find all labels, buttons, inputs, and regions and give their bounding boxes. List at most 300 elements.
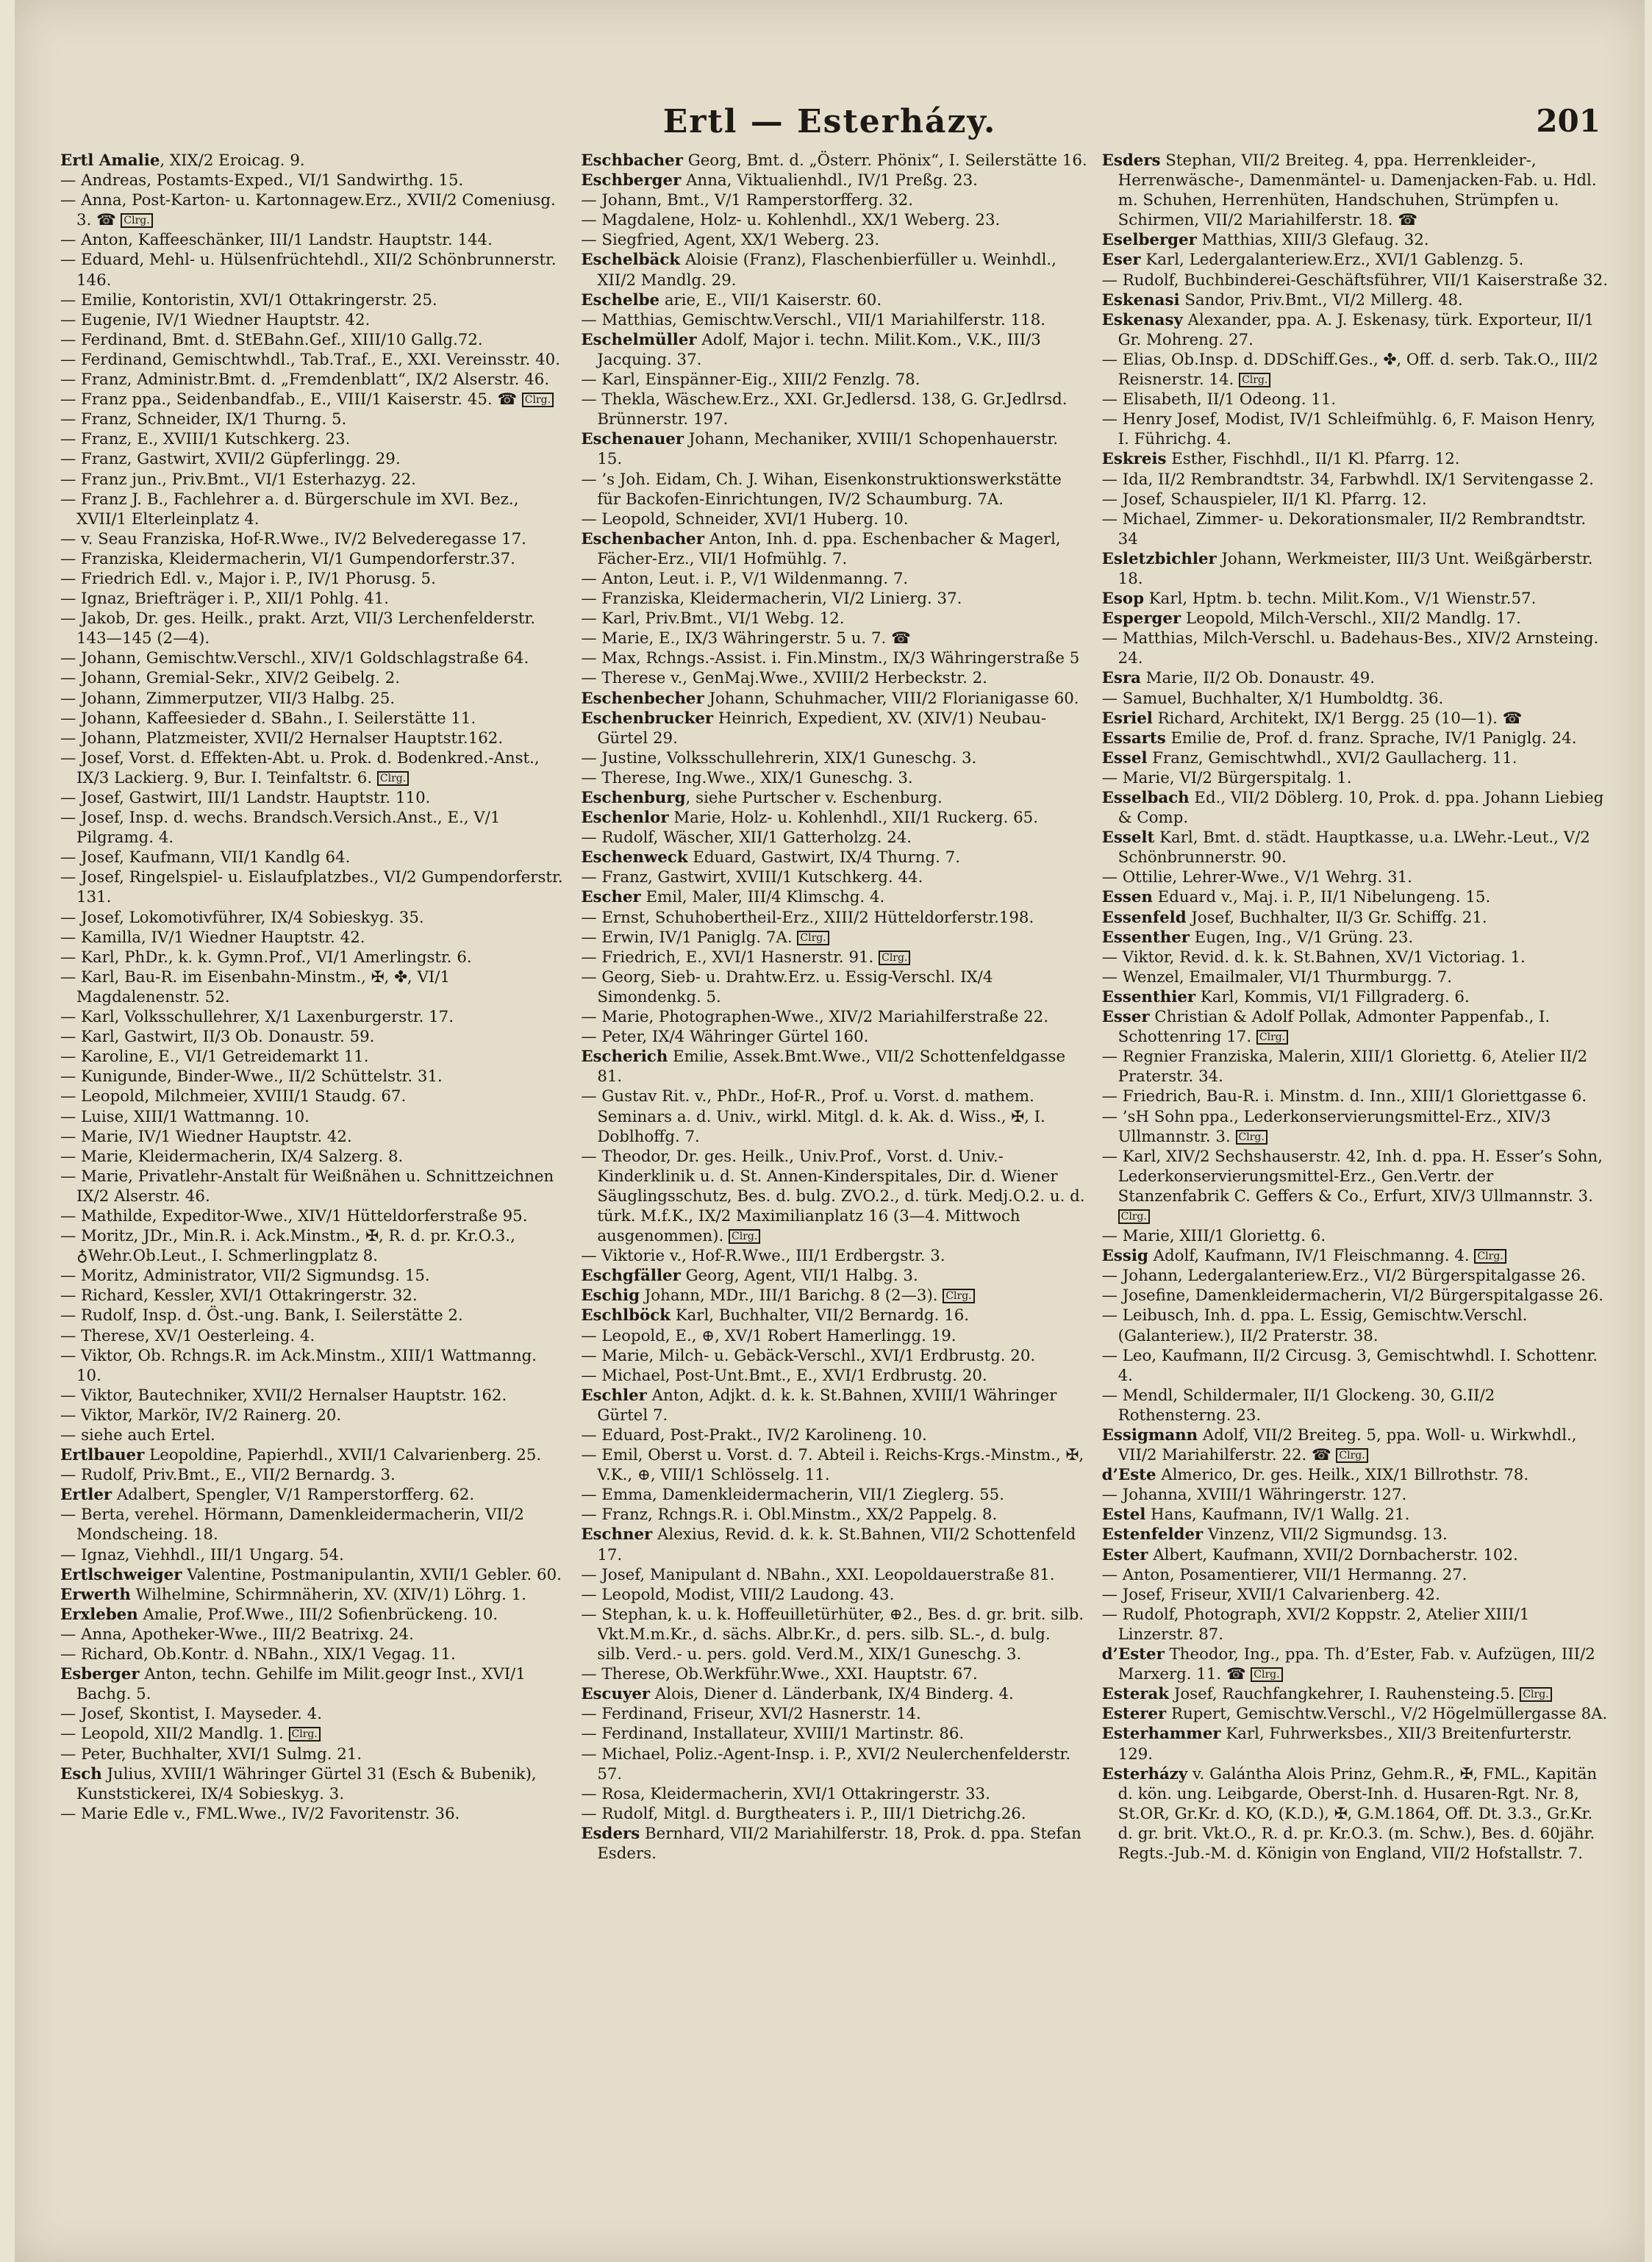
entry-text: — Viktor, Bautechniker, XVII/2 Hernalser Hauptstr. 162. (60, 1386, 507, 1405)
entry-text: — Marie, XIII/1 Gloriettg. 6. (1101, 1227, 1326, 1246)
entry-text: — Viktor, Revid. d. k. k. St.Bahnen, XV/1 Victoriag. 1. (1101, 948, 1526, 967)
directory-entry (60, 1644, 566, 1664)
directory-entry (581, 1485, 1087, 1505)
entry-text: — Anna, Apotheker-Wwe., III/2 Beatrixg. 24. (60, 1625, 414, 1644)
entry-surname: Eschenbacher (581, 529, 704, 548)
entry-text: — Rudolf, Priv.Bmt., E., VII/2 Bernardg. 3. (60, 1466, 396, 1485)
entry-text: — Moritz, JDr., Min.R. i. Ack.Minstm., ✠, R. d. pr. Kr.O.3., ♁Wehr.Ob.Leut., I. Schmerlingplatz 8. (60, 1227, 515, 1266)
entry-text: — Rudolf, Mitgl. d. Burgtheaters i. P., III/1 Dietrichg.26. (581, 1804, 1026, 1823)
entry-text: — Erwin, IV/1 Paniglg. 7A. (581, 928, 793, 947)
directory-entry (581, 948, 1087, 967)
entry-text: — Franz jun., Priv.Bmt., VI/1 Esterhazyg. 22. (60, 470, 416, 489)
directory-entry (60, 171, 566, 190)
directory-entry (581, 1147, 1087, 1246)
entry-text: — Michael, Poliz.-Agent-Insp. i. P., XVI/2 Neulerchenfelderstr. 57. (581, 1744, 1071, 1783)
entry-text: Emilie de, Prof. d. franz. Sprache, IV/1 Paniglg. 24. (1165, 729, 1577, 748)
directory-entry (1102, 1545, 1608, 1565)
entry-text: — Emil, Oberst u. Vorst. d. 7. Abteil i. Reichs-Krgs.-Minstm., ✠, V.K., ⊕, VIII/1 Schlösselg. 11. (581, 1446, 1084, 1485)
directory-entry (581, 768, 1087, 788)
entry-text: — Leopold, E., ⊕, XV/1 Robert Hamerlingg. 19. (581, 1326, 956, 1345)
entry-text: — Franz J. B., Fachlehrer a. d. Bürgerschule im XVI. Bez., XVII/1 Elterleinplatz 4. (60, 490, 519, 529)
clearing-badge: Clrg. (879, 951, 910, 965)
directory-entry (1102, 1585, 1608, 1605)
directory-entry (581, 848, 1087, 867)
directory-entry (1102, 629, 1608, 668)
entry-text: — Anna, Post-Karton- u. Kartonnagew.Erz., XVII/2 Comeniusg. 3. ☎ (60, 191, 556, 230)
entry-text: Leopold, Milch-Verschl., XII/2 Mandlg. 17. (1181, 609, 1521, 629)
directory-entry (581, 370, 1087, 390)
directory-entry (581, 1346, 1087, 1366)
directory-entry (60, 1425, 566, 1445)
entry-text: — Josef, Schauspieler, II/1 Kl. Pfarrg. 12. (1101, 490, 1427, 509)
entry-surname: Essigmann (1101, 1426, 1198, 1445)
entry-text: — Leibusch, Inh. d. ppa. L. Essig, Gemischtw.Verschl. (Galanteriew.), II/2 Praterstr. 38. (1101, 1306, 1528, 1345)
directory-entry (581, 709, 1087, 748)
entry-text: — Karl, Priv.Bmt., VI/1 Webg. 12. (581, 609, 845, 629)
entry-text: Theodor, Ing., ppa. Th. d’Ester, Fab. v. Aufzügen, III/2 Marxerg. 11. ☎ (1118, 1645, 1595, 1684)
directory-entry (60, 609, 566, 648)
clearing-badge: Clrg. (121, 213, 152, 228)
entry-surname: Esselt (1101, 828, 1155, 848)
entry-surname: d’Este (1101, 1466, 1156, 1485)
entry-text: — Josefine, Damenkleidermacherin, VI/2 Bürgerspitalgasse 26. (1101, 1286, 1604, 1306)
directory-entry (60, 1605, 566, 1625)
directory-entry (581, 1684, 1087, 1704)
entry-surname: Essel (1101, 748, 1148, 767)
entry-surname: Eschelmüller (581, 330, 697, 349)
directory-entry (1102, 887, 1608, 907)
entry-text: — Viktor, Ob. Rchngs.R. im Ack.Minstm., XIII/1 Wattmanng. 10. (60, 1346, 537, 1385)
entry-text: arie, E., VII/1 Kaiserstr. 60. (659, 290, 882, 309)
clearing-badge: Clrg. (1236, 1130, 1267, 1145)
entry-text: — Ignaz, Briefträger i. P., XII/1 Pohlg. 41. (60, 590, 390, 609)
entry-text: — Rudolf, Insp. d. Öst.-ung. Bank, I. Seilerstätte 2. (60, 1306, 463, 1325)
directory-entry (581, 668, 1087, 688)
directory-entry (60, 729, 566, 748)
entry-surname: Eser (1101, 251, 1141, 270)
entry-surname: Esterak (1101, 1685, 1170, 1704)
directory-entry (581, 509, 1087, 529)
directory-entry (581, 1366, 1087, 1386)
entry-text: — Ernst, Schuhobertheil-Erz., XIII/2 Hütteldorferstr.198. (581, 908, 1034, 927)
directory-entry (1102, 589, 1608, 609)
entry-text: Valentine, Postmanipulantin, XVII/1 Gebler. 60. (182, 1565, 562, 1584)
entry-text: — Johann, Platzmeister, XVII/2 Hernalser Hauptstr.162. (60, 729, 504, 748)
directory-entry (60, 948, 566, 967)
entry-text: Georg, Bmt. d. „Österr. Phönix“, I. Seilerstätte 16. (682, 151, 1087, 170)
entry-text: — Rudolf, Wäscher, XII/1 Gatterholzg. 24. (581, 828, 912, 848)
entry-text: — Elias, Ob.Insp. d. DDSchiff.Ges., ✤, Off. d. serb. Tak.O., III/2 Reisnerstr. 14. (1101, 350, 1598, 390)
directory-entry (581, 609, 1087, 629)
entry-surname: d’Ester (1101, 1645, 1165, 1664)
entry-text: Ed., VII/2 Döblerg. 10, Prok. d. ppa. Johann Liebieg & Comp. (1118, 789, 1604, 828)
entry-text: — Michael, Post-Unt.Bmt., E., XVI/1 Erdbrustg. 20. (581, 1366, 987, 1385)
directory-entry (60, 1306, 566, 1325)
directory-entry (60, 689, 566, 709)
entry-text: Adolf, Kaufmann, IV/1 Fleischmanng. 4. (1148, 1247, 1470, 1266)
directory-entry (60, 1047, 566, 1067)
entry-text: Johann, Schuhmacher, VIII/2 Florianigasse 60. (704, 689, 1079, 708)
entry-text: Josef, Buchhalter, II/3 Gr. Schiffg. 21. (1186, 908, 1487, 927)
entry-surname: Eschenweck (581, 848, 688, 867)
entry-text: Karl, Kommis, VI/1 Fillgraderg. 6. (1195, 987, 1470, 1006)
entry-surname: Erwerth (60, 1585, 131, 1604)
entry-text: — Rosa, Kleidermacherin, XVI/1 Ottakringerstr. 33. (581, 1784, 990, 1803)
directory-entry (1102, 1764, 1608, 1864)
entry-surname: Essenthier (1101, 987, 1196, 1006)
entry-text: — Ferdinand, Bmt. d. StEBahn.Gef., XIII/10 Gallg.72. (60, 330, 483, 349)
entry-text: — Magdalene, Holz- u. Kohlenhdl., XX/1 Weberg. 23. (581, 211, 1001, 230)
directory-entry (581, 250, 1087, 290)
entry-text: Alexander, ppa. A. J. Eskenasy, türk. Exporteur, II/1 Gr. Mohreng. 27. (1118, 310, 1595, 349)
directory-entry (581, 1286, 1087, 1306)
entry-surname: Esser (1101, 1008, 1150, 1027)
entry-text: — Josef, Skontist, I. Mayseder. 4. (60, 1705, 323, 1724)
entry-text: — Samuel, Buchhalter, X/1 Humboldtg. 36. (1101, 689, 1444, 708)
directory-entry (1102, 948, 1608, 967)
directory-entry (581, 470, 1087, 509)
entry-surname: Ertler (60, 1486, 112, 1505)
directory-entry (581, 1565, 1087, 1585)
entry-surname: Esterer (1101, 1705, 1167, 1724)
entry-text: — Moritz, Administrator, VII/2 Sigmundsg. 15. (60, 1267, 430, 1286)
entry-surname: Esra (1101, 669, 1141, 688)
directory-entry (60, 668, 566, 688)
page-number: 201 (1536, 103, 1601, 139)
entry-text: — Karl, Gastwirt, II/3 Ob. Donaustr. 59. (60, 1028, 375, 1047)
directory-entry (581, 1266, 1087, 1286)
directory-entry (581, 151, 1087, 171)
entry-text: Adalbert, Spengler, V/1 Ramperstorfferg. 62. (112, 1486, 475, 1505)
entry-text: — Michael, Zimmer- u. Dekorationsmaler, II/2 Rembrandtstr. 34 (1101, 509, 1587, 548)
directory-entry (581, 1744, 1087, 1784)
entry-text: — Peter, Buchhalter, XVI/1 Sulmg. 21. (60, 1744, 362, 1764)
entry-text: — Leopold, Schneider, XVI/1 Huberg. 10. (581, 509, 909, 529)
entry-text: — Viktor, Markör, IV/2 Rainerg. 20. (60, 1406, 342, 1425)
entry-text: — Karoline, E., VI/1 Getreidemarkt 11. (60, 1048, 369, 1067)
directory-entry (60, 1764, 566, 1804)
directory-entry (1102, 1306, 1608, 1345)
directory-entry (60, 1286, 566, 1306)
directory-entry (1102, 549, 1608, 589)
directory-entry (60, 390, 566, 409)
directory-entry (581, 290, 1087, 310)
directory-entry (60, 1565, 566, 1585)
directory-entry (60, 1744, 566, 1764)
entry-text: Anton, Inh. d. ppa. Eschenbacher & Magerl, Fächer-Erz., VII/1 Hofmühlg. 7. (597, 529, 1061, 568)
entry-text: Matthias, XIII/3 Glefaug. 32. (1196, 231, 1429, 250)
directory-entry (1102, 230, 1608, 250)
directory-entry (581, 808, 1087, 828)
entry-surname: Esch (60, 1764, 102, 1783)
entry-text: Karl, Bmt. d. städt. Hauptkasse, u.a. LWehr.-Leut., V/2 Schönbrunnerstr. 90. (1118, 828, 1590, 867)
directory-entry (1102, 271, 1608, 290)
entry-text: — Gustav Rit. v., PhDr., Hof-R., Prof. u. Vorst. d. mathem. Seminars a. d. Univ., wirkl. Mitgl. d. k. Ak. d. Wiss., ✠, I. Doblhoffg. 7. (581, 1087, 1045, 1146)
directory-entry (581, 1605, 1087, 1664)
entry-text: — Stephan, k. u. k. Hoffeuilletürhüter, ⊕2., Bes. d. gr. brit. silb. Vkt.M.m.Kr., d. sächs. Albr.Kr., d. pers. silb. SL.-, d. bulg. silb. Verd.- u. pers. gold. Verd.M., XIX/1 Guneschg. 3. (581, 1605, 1084, 1664)
entry-text: — Matthias, Gemischtw.Verschl., VII/1 Mariahilferstr. 118. (581, 310, 1046, 329)
column-1 (60, 151, 566, 2238)
clearing-badge: Clrg. (1474, 1249, 1506, 1264)
entry-text: — Jakob, Dr. ges. Heilk., prakt. Arzt, VII/3 Lerchenfelderstr. 143—145 (2—4). (60, 609, 536, 648)
directory-entry (60, 867, 566, 907)
directory-entry (581, 967, 1087, 1007)
entry-surname: Ester (1101, 1545, 1148, 1564)
entry-text: — Max, Rchngs.-Assist. i. Fin.Minstm., IX/3 Währingerstraße 5 (581, 649, 1080, 668)
entry-text: , siehe Purtscher v. Eschenburg. (685, 789, 943, 807)
entry-surname: Escher (581, 888, 641, 907)
entry-surname: Erxleben (60, 1605, 138, 1624)
directory-entry (1102, 1525, 1608, 1545)
entry-text: Stephan, VII/2 Breiteg. 4, ppa. Herrenkleider-, Herrenwäsche-, Damenmäntel- u. Damenjacken-Fab. u. Hdl. m. Schuhen, Herrenhüten, Handschuhen, Strümpfen u. Schirmen, VII/2 Mariahilferstr. 18. ☎ (1118, 151, 1597, 230)
entry-text: Eduard v., Maj. i. P., II/1 Nibelungeng. 15. (1152, 888, 1491, 907)
entry-text: — Friedrich Edl. v., Major i. P., IV/1 Phorusg. 5. (60, 569, 436, 588)
entry-text: Karl, Fuhrwerksbes., XII/3 Breitenfurterstr. 129. (1118, 1725, 1573, 1764)
entry-text: Esther, Fischhdl., II/1 Kl. Pfarrg. 12. (1166, 450, 1460, 469)
directory-entry (581, 1704, 1087, 1724)
entry-text: Rupert, Gemischtw.Verschl., V/2 Högelmüllergasse 8A. (1166, 1705, 1608, 1724)
directory-entry (60, 1386, 566, 1406)
entry-surname: Esletzbichler (1101, 549, 1217, 568)
directory-entry (581, 529, 1087, 569)
entry-text: — Josef, Gastwirt, III/1 Landstr. Hauptstr. 110. (60, 789, 431, 807)
directory-entry (60, 190, 566, 230)
directory-entry (1102, 729, 1608, 748)
directory-entry (581, 1664, 1087, 1684)
page-header (15, 103, 1645, 147)
directory-entry (581, 310, 1087, 330)
directory-entry (60, 1485, 566, 1505)
directory-entry (60, 470, 566, 490)
entry-surname: Escuyer (581, 1685, 651, 1704)
directory-entry (1102, 390, 1608, 409)
directory-entry (581, 1386, 1087, 1425)
directory-entry (60, 1545, 566, 1565)
directory-entry (60, 1147, 566, 1167)
entry-text: Eduard, Gastwirt, IX/4 Thurng. 7. (687, 848, 960, 867)
entry-surname: Esriel (1101, 709, 1153, 728)
clearing-badge: Clrg. (377, 771, 409, 786)
directory-entry (581, 230, 1087, 250)
entry-text: — Regnier Franziska, Malerin, XIII/1 Gloriettg. 6, Atelier II/2 Praterstr. 34. (1101, 1048, 1588, 1087)
directory-entry (581, 569, 1087, 589)
directory-entry (60, 1206, 566, 1226)
entry-text: — Richard, Ob.Kontr. d. NBahn., XIX/1 Vegag. 11. (60, 1645, 456, 1664)
directory-entry (60, 928, 566, 948)
directory-entry (581, 629, 1087, 648)
entry-text: Adolf, VII/2 Breiteg. 5, ppa. Woll- u. Wirkwhdl., VII/2 Mariahilferstr. 22. ☎ (1118, 1426, 1577, 1465)
entry-text: — Peter, IX/4 Währinger Gürtel 160. (581, 1028, 869, 1047)
entry-text: — Richard, Kessler, XVI/1 Ottakringerstr. 32. (60, 1286, 418, 1306)
entry-text: — Johann, Gemischtw.Verschl., XIV/1 Goldschlagstraße 64. (60, 649, 529, 668)
entry-text: , XIX/2 Eroicag. 9. (160, 151, 305, 170)
directory-entry (581, 210, 1087, 230)
entry-text: Adolf, Major i. techn. Milit.Kom., V.K., III/3 Jacquing. 37. (597, 330, 1041, 369)
entry-surname: Essenfeld (1101, 908, 1187, 927)
entry-text: — Josef, Lokomotivführer, IX/4 Sobieskyg. 35. (60, 908, 424, 927)
directory-entry (60, 1664, 566, 1704)
entry-text: — Thekla, Wäschew.Erz., XXI. Gr.Jedlersd. 138, G. Gr.Jedlrsd. Brünnerstr. 197. (581, 390, 1068, 429)
directory-entry (581, 171, 1087, 190)
directory-entry (581, 589, 1087, 609)
entry-text: Georg, Agent, VII/1 Halbg. 3. (680, 1267, 918, 1286)
directory-entry (581, 1784, 1087, 1804)
directory-entry (60, 1804, 566, 1824)
entry-surname: Eschenburg (581, 789, 686, 807)
entry-text: Johann, Mechaniker, XVIII/1 Schopenhauerstr. 15. (597, 430, 1059, 469)
clearing-badge: Clrg. (1118, 1209, 1150, 1224)
directory-entry (581, 1047, 1087, 1087)
directory-entry (1102, 1605, 1608, 1644)
entry-text: — Anton, Kaffeeschänker, III/1 Landstr. Hauptstr. 144. (60, 231, 493, 250)
directory-entry (60, 490, 566, 529)
entry-text: — Marie, E., IX/3 Währingerstr. 5 u. 7. ☎ (581, 629, 911, 648)
entry-text: — Johann, Gremial-Sekr., XIV/2 Geibelg. 2. (60, 669, 400, 688)
directory-entry (1102, 1226, 1608, 1246)
directory-entry (60, 290, 566, 310)
directory-entry (1102, 987, 1608, 1007)
directory-entry (60, 1346, 566, 1386)
entry-text: — v. Seau Franziska, Hof-R.Wwe., IV/2 Belvederegasse 17. (60, 529, 526, 548)
directory-entry (60, 748, 566, 788)
entry-text: — Eduard, Mehl- u. Hülsenfrüchtehdl., XII/2 Schönbrunnerstr. 146. (60, 251, 557, 290)
directory-entry (60, 709, 566, 729)
entry-surname: Estenfelder (1101, 1525, 1204, 1545)
clearing-badge: Clrg. (1256, 1030, 1288, 1045)
entry-text: — Johanna, XVIII/1 Währingerstr. 127. (1101, 1486, 1407, 1505)
entry-surname: Eschenbecher (581, 689, 704, 708)
entry-text: — Ferdinand, Gemischtwhdl., Tab.Traf., E., XXI. Vereinsstr. 40. (60, 350, 560, 369)
directory-entry (60, 310, 566, 330)
directory-entry (60, 1445, 566, 1465)
entry-text: Johann, MDr., III/1 Barichg. 8 (2—3). (639, 1286, 938, 1306)
entry-text: — Franz, E., XVIII/1 Kutschkerg. 23. (60, 430, 351, 449)
directory-entry (1102, 1246, 1608, 1266)
entry-text: — Johann, Zimmerputzer, VII/3 Halbg. 25. (60, 689, 396, 708)
directory-entry (60, 1465, 566, 1485)
directory-entry (1102, 867, 1608, 887)
directory-entry (60, 1266, 566, 1286)
directory-entry (60, 1704, 566, 1724)
entry-text: Karl, Hptm. b. techn. Milit.Kom., V/1 Wienstr.57. (1143, 590, 1537, 609)
clearing-badge: Clrg. (522, 393, 554, 407)
directory-entry (581, 887, 1087, 907)
directory-entry (581, 1724, 1087, 1744)
entry-text: Julius, XVIII/1 Währinger Gürtel 31 (Esch & Bubenik), Kunststickerei, IX/4 Sobieskyg. 3. (76, 1764, 537, 1803)
directory-entry (581, 1804, 1087, 1824)
entry-text: — Josef, Manipulant d. NBahn., XXI. Leopoldauerstraße 81. (581, 1565, 1055, 1584)
directory-entry (581, 1505, 1087, 1525)
entry-text: — Wenzel, Emailmaler, VI/1 Thurmburgg. 7. (1101, 967, 1453, 987)
entry-text: — Franz ppa., Seidenbandfab., E., VIII/1 Kaiserstr. 45. ☎ (60, 390, 517, 409)
entry-text: — ’sH Sohn ppa., Lederkonservierungsmittel-Erz., XIV/3 Ullmannstr. 3. (1101, 1107, 1551, 1146)
entry-surname: Eschenbrucker (581, 709, 714, 728)
entry-surname: Esperger (1101, 609, 1181, 629)
directory-entry (581, 928, 1087, 948)
directory-columns (60, 151, 1608, 2238)
entry-text: — Andreas, Postamts-Exped., VI/1 Sandwirthg. 15. (60, 171, 464, 190)
directory-entry (60, 1007, 566, 1027)
entry-surname: Esterházy (1101, 1764, 1188, 1783)
entry-text: — Berta, verehel. Hörmann, Damenkleidermacherin, VII/2 Mondscheing. 18. (60, 1506, 524, 1545)
entry-text: — Friedrich, Bau-R. i. Minstm. d. Inn., XIII/1 Gloriettgasse 6. (1101, 1087, 1587, 1106)
directory-entry (581, 390, 1087, 429)
entry-text: — Therese, XV/1 Oesterleing. 4. (60, 1326, 315, 1345)
clearing-badge: Clrg. (1239, 373, 1270, 387)
entry-text: — Leo, Kaufmann, II/2 Circusg. 3, Gemischtwhdl. I. Schottenr. 4. (1101, 1346, 1598, 1385)
entry-text: Aloisie (Franz), Flaschenbierfüller u. Weinhdl., XII/2 Mandlg. 29. (597, 251, 1056, 290)
clearing-badge: Clrg. (729, 1229, 760, 1244)
entry-surname: Eschenauer (581, 430, 684, 449)
entry-text: — Justine, Volksschullehrerin, XIX/1 Guneschg. 3. (581, 748, 977, 767)
entry-text: — Marie Edle v., FML.Wwe., IV/2 Favoritenstr. 36. (60, 1804, 460, 1823)
entry-text: Anton, Adjkt. d. k. k. St.Bahnen, XVIII/1 Währinger Gürtel 7. (597, 1386, 1057, 1425)
directory-entry (1102, 1346, 1608, 1386)
entry-text: — Ida, II/2 Rembrandtstr. 34, Farbwhdl. IX/1 Servitengasse 2. (1101, 470, 1594, 489)
directory-entry (581, 1306, 1087, 1325)
entry-text: — Eugenie, IV/1 Wiedner Hauptstr. 42. (60, 310, 371, 329)
entry-text: Johann, Werkmeister, III/3 Unt. Weißgärberstr. 18. (1118, 549, 1593, 588)
entry-surname: Esop (1101, 590, 1144, 609)
directory-entry (1102, 1465, 1608, 1485)
entry-text: Wilhelmine, Schirmnäherin, XV. (XIV/1) Löhrg. 1. (130, 1585, 526, 1604)
entry-text: — ’s Joh. Eidam, Ch. J. Wihan, Eisenkonstruktionswerkstätte für Backofen-Einrichtungen, IV/2 Schaumburg. 7A. (581, 470, 1062, 509)
entry-surname: Escherich (581, 1048, 668, 1067)
entry-text: — Therese, Ob.Werkführ.Wwe., XXI. Hauptstr. 67. (581, 1665, 978, 1684)
entry-surname: Esders (581, 1824, 640, 1843)
entry-text: Hans, Kaufmann, IV/1 Wallg. 21. (1145, 1506, 1410, 1525)
entry-text: — Leopold, Milchmeier, XVIII/1 Staudg. 67. (60, 1087, 407, 1106)
entry-text: Amalie, Prof.Wwe., III/2 Sofienbrückeng. 10. (137, 1605, 498, 1624)
directory-entry (60, 788, 566, 808)
entry-text: Marie, Holz- u. Kohlenhdl., XII/1 Ruckerg. 65. (668, 809, 1038, 828)
directory-entry (1102, 409, 1608, 449)
entry-text: Karl, Ledergalanteriew.Erz., XVI/1 Gablenzg. 5. (1140, 251, 1524, 270)
directory-entry (1102, 609, 1608, 629)
entry-surname: Ertl Amalie (60, 151, 160, 170)
paper-sheet (15, 0, 1645, 2262)
directory-entry (60, 1505, 566, 1545)
entry-text: Emil, Maler, III/4 Klimschg. 4. (640, 888, 885, 907)
entry-text: — Viktorie v., Hof-R.Wwe., III/1 Erdbergstr. 3. (581, 1247, 945, 1266)
entry-text: Marie, II/2 Ob. Donaustr. 49. (1140, 669, 1376, 688)
entry-text: Karl, Buchhalter, VII/2 Bernardg. 16. (670, 1306, 970, 1325)
entry-text: — Franziska, Kleidermacherin, VI/1 Gumpendorferstr.37. (60, 549, 515, 568)
entry-text: Heinrich, Expedient, XV. (XIV/1) Neubau-Gürtel 29. (597, 709, 1047, 748)
directory-entry (581, 1027, 1087, 1047)
directory-entry (1102, 1386, 1608, 1425)
directory-entry (581, 1425, 1087, 1445)
clearing-badge: Clrg. (1336, 1448, 1367, 1463)
entry-text: Vinzenz, VII/2 Sigmundsg. 13. (1203, 1525, 1448, 1545)
entry-text: Anton, techn. Gehilfe im Milit.geogr Inst., XVI/1 Bachg. 5. (76, 1665, 526, 1704)
entry-text: — Leopold, XII/2 Mandlg. 1. (60, 1725, 284, 1744)
entry-text: Franz, Gemischtwhdl., XVI/2 Gaullacherg. 11. (1147, 748, 1517, 767)
entry-text: Bernhard, VII/2 Mariahilferstr. 18, Prok. d. ppa. Stefan Esders. (597, 1824, 1081, 1863)
directory-entry (1102, 788, 1608, 828)
directory-entry (1102, 1147, 1608, 1226)
entry-text: — Emilie, Kontoristin, XVI/1 Ottakringerstr. 25. (60, 290, 437, 309)
directory-entry (60, 967, 566, 1007)
directory-entry (1102, 290, 1608, 310)
directory-entry (60, 1067, 566, 1087)
entry-text: — Karl, Einspänner-Eig., XIII/2 Fenzlg. 78. (581, 371, 920, 390)
entry-text: — Emma, Damenkleidermacherin, VII/1 Zieglerg. 55. (581, 1486, 1004, 1505)
directory-entry (60, 230, 566, 250)
directory-entry (1102, 1266, 1608, 1286)
entry-surname: Eskenasi (1101, 290, 1180, 309)
directory-entry (60, 1406, 566, 1425)
